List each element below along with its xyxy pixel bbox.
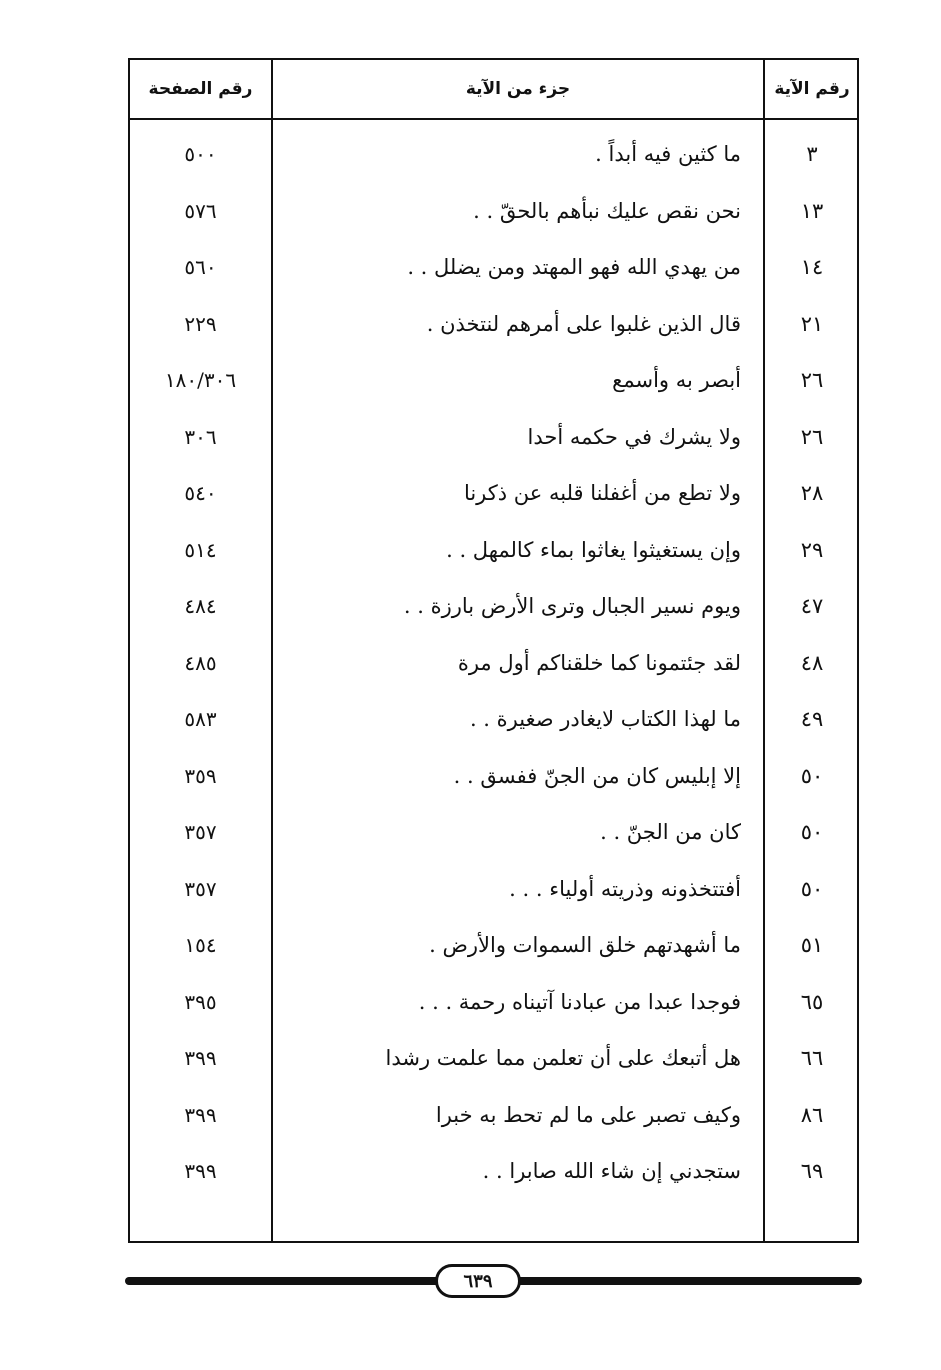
verse-part-cell: وإن يستغيثوا يغاثوا بماء كالمهل . .: [446, 537, 741, 562]
verse-part-cell: أفتتخذونه وذريته أولياء . . .: [509, 876, 741, 901]
page-number-cell: ٣٥٧: [184, 876, 217, 901]
table-row: [130, 861, 857, 918]
verse-number-cell: ٤٧: [800, 594, 824, 619]
verse-number-cell: ٢٨: [800, 481, 824, 506]
table-row: [130, 1030, 857, 1087]
verse-number-cell: ٤٩: [800, 707, 824, 732]
page-number-cell: ٢٢٩: [184, 311, 217, 336]
verse-number-cell: ٨٦: [800, 1102, 824, 1127]
page-footer: [125, 1268, 862, 1298]
page-number-cell: ٥٦٠: [184, 255, 217, 280]
verse-number-cell: ٤٨: [800, 650, 824, 675]
page-number-cell: ٤٨٥: [184, 650, 217, 675]
page-number-cell: ٥٠٠: [184, 142, 217, 167]
page-number-cell: ٣٠٦: [184, 424, 217, 449]
table-row: [130, 239, 857, 296]
table-body: [130, 126, 857, 1200]
verse-part-cell: ويوم نسير الجبال وترى الأرض بارزة . .: [403, 594, 741, 619]
verse-part-cell: نحن نقص عليك نبأهم بالحقّ . .: [473, 198, 741, 223]
verse-part-cell: من يهدي الله فهو المهتد ومن يضلل . .: [407, 255, 741, 280]
table-row: [130, 522, 857, 579]
verse-number-cell: ٢١: [800, 311, 824, 336]
verse-part-cell: كان من الجنّ . .: [600, 820, 741, 845]
verse-part-cell: ما كثين فيه أبداً .: [595, 142, 741, 167]
verse-number-cell: ١٤: [800, 255, 824, 280]
table-row: [130, 691, 857, 748]
index-table: [128, 58, 859, 1243]
page-number-cell: ٥٤٠: [184, 481, 217, 506]
table-row: [130, 917, 857, 974]
verse-number-cell: ٥٠: [800, 763, 824, 788]
verse-part-cell: فوجدا عبدا من عبادنا آتيناه رحمة . . .: [418, 989, 741, 1014]
verse-number-cell: ٥٠: [800, 876, 824, 901]
verse-part-cell: وكيف تصبر على ما لم تحط به خبرا: [435, 1102, 741, 1127]
table-row: [130, 296, 857, 353]
verse-number-cell: ٢٩: [800, 537, 824, 562]
table-row: [130, 748, 857, 805]
table-header: [130, 60, 857, 120]
verse-number-cell: ٢٦: [800, 424, 824, 449]
verse-part-cell: ولا يشرك في حكمه أحدا: [527, 424, 741, 449]
verse-number-cell: ٥١: [800, 933, 824, 958]
table-row: [130, 409, 857, 466]
table-row: [130, 183, 857, 240]
page-number-cell: ٣٩٩: [184, 1102, 217, 1127]
page-number-cell: ٣٩٩: [184, 1046, 217, 1071]
verse-part-cell: ما أشهدتهم خلق السموات والأرض .: [429, 933, 741, 958]
table-row: [130, 1143, 857, 1200]
page-number: ٦٣٩: [435, 1264, 521, 1298]
verse-part-cell: لقد جئتمونا كما خلقناكم أول مرة: [457, 650, 741, 675]
table-row: [130, 974, 857, 1031]
verse-number-cell: ٣: [806, 142, 818, 167]
table-row: [130, 465, 857, 522]
verse-part-cell: ستجدني إن شاء الله صابرا . .: [482, 1159, 741, 1184]
header-page-number: رقم الصفحة: [148, 79, 253, 99]
verse-number-cell: ٦٥: [800, 989, 824, 1014]
verse-number-cell: ٢٦: [800, 368, 824, 393]
verse-number-cell: ١٣: [800, 198, 824, 223]
page-number-cell: ١٨٠/٣٠٦: [164, 368, 237, 393]
header-verse-number: رقم الآية: [774, 79, 850, 99]
verse-number-cell: ٦٩: [800, 1159, 824, 1184]
verse-part-cell: هل أتبعك على أن تعلمن مما علمت رشدا: [385, 1046, 741, 1071]
verse-part-cell: ما لهذا الكتاب لايغادر صغيرة . .: [469, 707, 741, 732]
verse-part-cell: إلا إبليس كان من الجنّ ففسق . .: [453, 763, 741, 788]
page-number-cell: ٣٩٥: [184, 989, 217, 1014]
verse-part-cell: ولا تطع من أغفلنا قلبه عن ذكرنا: [463, 481, 741, 506]
page-number-cell: ٣٩٩: [184, 1159, 217, 1184]
page-number-cell: ٣٥٩: [184, 763, 217, 788]
verse-part-cell: أبصر به وأسمع: [612, 368, 741, 393]
table-row: [130, 1087, 857, 1144]
page-number-cell: ٥٧٦: [184, 198, 217, 223]
page-number-cell: ٥٨٣: [184, 707, 217, 732]
verse-number-cell: ٥٠: [800, 820, 824, 845]
verse-number-cell: ٦٦: [800, 1046, 824, 1071]
table-row: [130, 126, 857, 183]
table-row: [130, 804, 857, 861]
page-number-cell: ١٥٤: [184, 933, 217, 958]
table-row: [130, 352, 857, 409]
header-verse-part: جزء من الآية: [465, 79, 571, 99]
page-number-cell: ٣٥٧: [184, 820, 217, 845]
table-row: [130, 635, 857, 692]
verse-part-cell: قال الذين غلبوا على أمرهم لنتخذن .: [426, 311, 741, 336]
table-row: [130, 578, 857, 635]
page-number-cell: ٥١٤: [184, 537, 217, 562]
page-number-cell: ٤٨٤: [184, 594, 217, 619]
